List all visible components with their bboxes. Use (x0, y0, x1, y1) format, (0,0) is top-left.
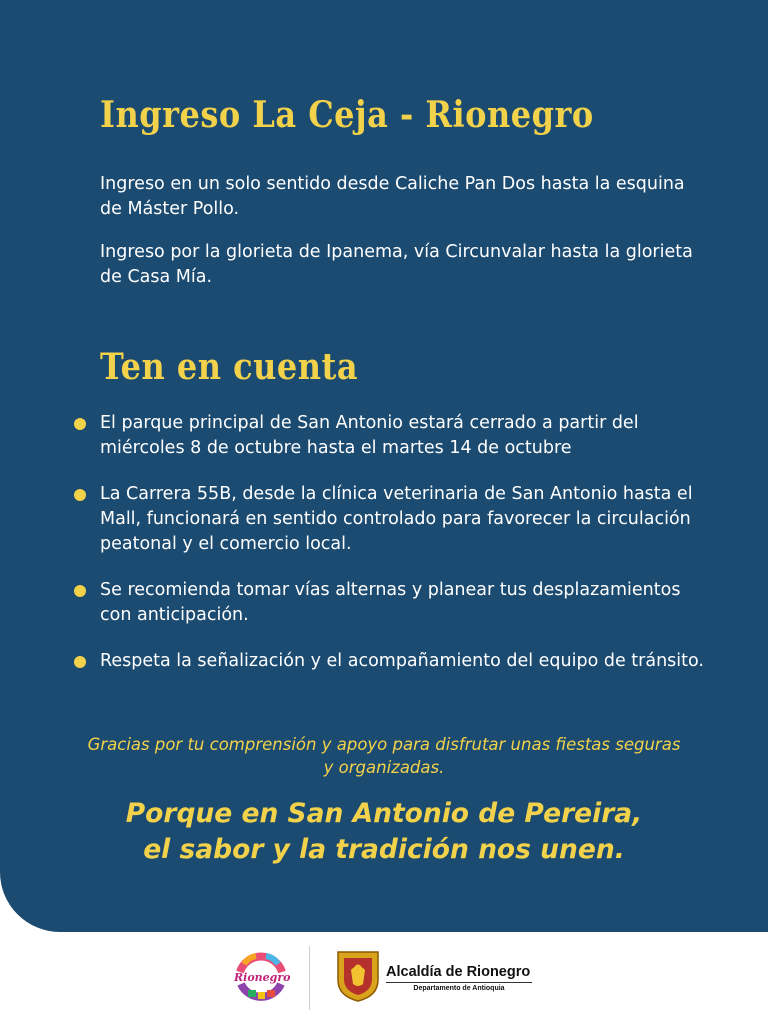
list-item (74, 411, 714, 461)
bullet-dot-icon (74, 585, 86, 597)
list-item (74, 649, 714, 674)
list-item (74, 482, 714, 557)
bullet-dot-icon (74, 489, 86, 501)
slogan-line-1: Porque en San Antonio de Pereira, (125, 798, 643, 829)
list-item (74, 578, 714, 628)
alcaldia-subtitle: Departamento de Antioquia (413, 985, 505, 992)
list-item-text: Se recomienda tomar vías alternas y planear tus desplazamientos con anticipación. (100, 580, 681, 625)
list-item-text: La Carrera 55B, desde la clínica veterinaria de San Antonio hasta el Mall, funcionará en sentido controlado para favorecer la circulación peatonal y el comercio local. (100, 484, 693, 554)
heading-ten-en-cuenta (100, 344, 359, 389)
list-item-text: Respeta la señalización y el acompañamiento del equipo de tránsito. (100, 651, 704, 671)
rionegro-brand-logo (234, 950, 291, 1004)
alcaldia-underline (386, 982, 532, 983)
alcaldia-crest (336, 950, 380, 1002)
rionegro-wordmark: Rionegro (234, 971, 291, 984)
paragraph-ingreso-2: Ingreso por la glorieta de Ipanema, vía Circunvalar hasta la glorieta de Casa Mía. (100, 242, 693, 287)
footer-divider (309, 946, 310, 1010)
alcaldia-title: Alcaldía de Rionegro (386, 964, 531, 980)
heading-ingreso-text: Ingreso La Ceja - Rionegro (100, 92, 594, 137)
slogan-line-2: el sabor y la tradición nos unen. (143, 834, 625, 865)
slogan (64, 796, 704, 868)
bullet-dot-icon (74, 418, 86, 430)
footer (0, 932, 768, 1024)
notice-list (74, 411, 714, 695)
bullet-dot-icon (74, 656, 86, 668)
thanks-message: Gracias por tu comprensión y apoyo para disfrutar unas fiestas seguras y organizadas. (87, 735, 681, 777)
heading-ten-en-cuenta-text: Ten en cuenta (100, 344, 359, 389)
paragraph-ingreso-1: Ingreso en un solo sentido desde Caliche Pan Dos hasta la esquina de Máster Pollo. (100, 174, 685, 219)
list-item-text: El parque principal de San Antonio estará cerrado a partir del miércoles 8 de octubre hasta el martes 14 de octubre (100, 413, 639, 458)
heading-ingreso (100, 92, 594, 137)
coat-of-arms-icon (336, 950, 380, 1002)
